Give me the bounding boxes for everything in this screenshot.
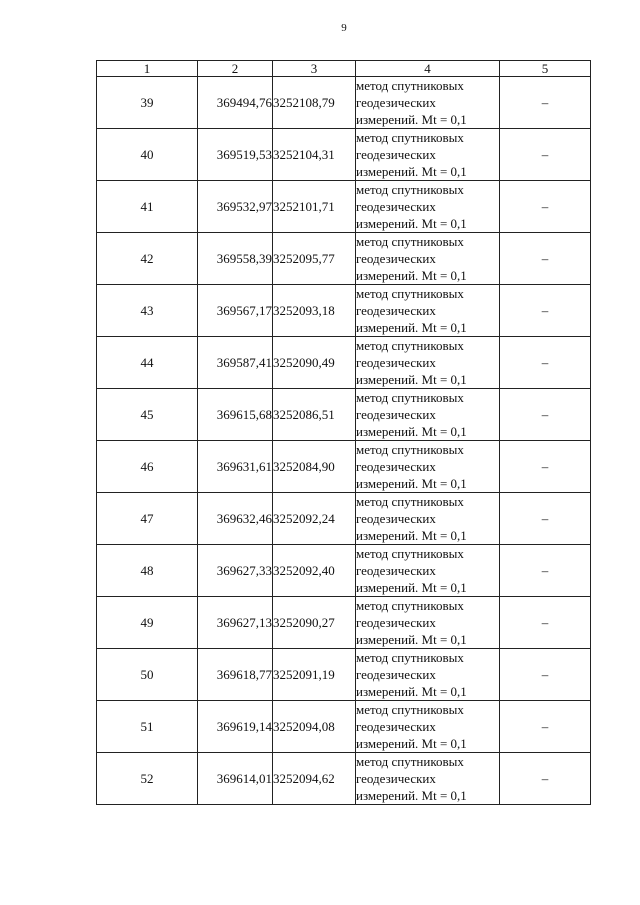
method-line: метод спутниковых (356, 650, 464, 665)
method-cell (356, 181, 500, 233)
y-coordinate-cell: 3252093,18 (273, 285, 356, 337)
method-line: геодезических (356, 563, 436, 578)
method-line: измерений. Mt = 0,1 (356, 372, 467, 387)
x-coordinate-cell: 369587,41 (198, 337, 273, 389)
table-row (97, 597, 591, 649)
x-coordinate-cell: 369494,76 (198, 77, 273, 129)
y-coordinate-cell: 3252094,62 (273, 753, 356, 805)
x-coordinate-cell: 369519,53 (198, 129, 273, 181)
point-number-cell: 40 (97, 129, 198, 181)
note-cell: – (500, 389, 591, 441)
method-line: геодезических (356, 407, 436, 422)
table-row (97, 129, 591, 181)
method-line: метод спутниковых (356, 234, 464, 249)
table-header (97, 61, 591, 77)
note-cell: – (500, 441, 591, 493)
point-number-cell: 39 (97, 77, 198, 129)
note-cell: – (500, 233, 591, 285)
note-cell: – (500, 493, 591, 545)
header-col-1: 1 (97, 61, 198, 77)
point-number-cell: 46 (97, 441, 198, 493)
point-number-cell: 42 (97, 233, 198, 285)
method-line: измерений. Mt = 0,1 (356, 112, 467, 127)
y-coordinate-cell: 3252090,49 (273, 337, 356, 389)
method-line: измерений. Mt = 0,1 (356, 164, 467, 179)
method-line: геодезических (356, 667, 436, 682)
table-row (97, 233, 591, 285)
note-cell: – (500, 649, 591, 701)
method-line: измерений. Mt = 0,1 (356, 216, 467, 231)
x-coordinate-cell: 369632,46 (198, 493, 273, 545)
method-cell (356, 545, 500, 597)
x-coordinate-cell: 369627,33 (198, 545, 273, 597)
method-line: измерений. Mt = 0,1 (356, 268, 467, 283)
note-cell: – (500, 545, 591, 597)
method-cell (356, 441, 500, 493)
method-line: измерений. Mt = 0,1 (356, 424, 467, 439)
method-line: измерений. Mt = 0,1 (356, 580, 467, 595)
x-coordinate-cell: 369631,61 (198, 441, 273, 493)
y-coordinate-cell: 3252090,27 (273, 597, 356, 649)
method-cell (356, 129, 500, 181)
x-coordinate-cell: 369627,13 (198, 597, 273, 649)
method-line: геодезических (356, 771, 436, 786)
method-line: измерений. Mt = 0,1 (356, 736, 467, 751)
method-line: геодезических (356, 95, 436, 110)
table-row (97, 649, 591, 701)
method-line: геодезических (356, 355, 436, 370)
table-row (97, 701, 591, 753)
table-row (97, 545, 591, 597)
x-coordinate-cell: 369532,97 (198, 181, 273, 233)
point-number-cell: 44 (97, 337, 198, 389)
note-cell: – (500, 597, 591, 649)
note-cell: – (500, 337, 591, 389)
method-line: геодезических (356, 615, 436, 630)
point-number-cell: 49 (97, 597, 198, 649)
x-coordinate-cell: 369619,14 (198, 701, 273, 753)
y-coordinate-cell: 3252094,08 (273, 701, 356, 753)
method-line: метод спутниковых (356, 390, 464, 405)
y-coordinate-cell: 3252091,19 (273, 649, 356, 701)
method-line: измерений. Mt = 0,1 (356, 320, 467, 335)
header-row (97, 61, 591, 77)
x-coordinate-cell: 369567,17 (198, 285, 273, 337)
table-body (97, 77, 591, 805)
method-line: измерений. Mt = 0,1 (356, 528, 467, 543)
x-coordinate-cell: 369614,01 (198, 753, 273, 805)
point-number-cell: 41 (97, 181, 198, 233)
point-number-cell: 45 (97, 389, 198, 441)
method-cell (356, 285, 500, 337)
method-line: измерений. Mt = 0,1 (356, 476, 467, 491)
method-cell (356, 389, 500, 441)
point-number-cell: 48 (97, 545, 198, 597)
header-col-4: 4 (356, 61, 500, 77)
method-cell (356, 337, 500, 389)
method-line: геодезических (356, 199, 436, 214)
header-col-2: 2 (198, 61, 273, 77)
note-cell: – (500, 701, 591, 753)
note-cell: – (500, 285, 591, 337)
method-cell (356, 77, 500, 129)
note-cell: – (500, 77, 591, 129)
method-line: геодезических (356, 511, 436, 526)
method-line: геодезических (356, 719, 436, 734)
point-number-cell: 52 (97, 753, 198, 805)
header-col-5: 5 (500, 61, 591, 77)
y-coordinate-cell: 3252092,24 (273, 493, 356, 545)
method-cell (356, 649, 500, 701)
method-line: метод спутниковых (356, 494, 464, 509)
table-row (97, 285, 591, 337)
method-line: измерений. Mt = 0,1 (356, 788, 467, 803)
method-cell (356, 233, 500, 285)
y-coordinate-cell: 3252108,79 (273, 77, 356, 129)
method-line: измерений. Mt = 0,1 (356, 684, 467, 699)
table-row (97, 181, 591, 233)
y-coordinate-cell: 3252092,40 (273, 545, 356, 597)
method-cell (356, 701, 500, 753)
point-number-cell: 47 (97, 493, 198, 545)
table-row (97, 493, 591, 545)
table-row (97, 753, 591, 805)
y-coordinate-cell: 3252101,71 (273, 181, 356, 233)
table-row (97, 441, 591, 493)
method-line: метод спутниковых (356, 598, 464, 613)
coordinates-table (96, 60, 591, 805)
point-number-cell: 51 (97, 701, 198, 753)
x-coordinate-cell: 369615,68 (198, 389, 273, 441)
table-row (97, 337, 591, 389)
method-line: геодезических (356, 303, 436, 318)
point-number-cell: 50 (97, 649, 198, 701)
method-cell (356, 493, 500, 545)
method-line: геодезических (356, 251, 436, 266)
method-line: геодезических (356, 147, 436, 162)
method-cell (356, 597, 500, 649)
note-cell: – (500, 181, 591, 233)
y-coordinate-cell: 3252095,77 (273, 233, 356, 285)
method-line: метод спутниковых (356, 546, 464, 561)
method-line: метод спутниковых (356, 78, 464, 93)
table-row (97, 389, 591, 441)
method-line: метод спутниковых (356, 754, 464, 769)
page-number: 9 (341, 22, 347, 34)
x-coordinate-cell: 369558,39 (198, 233, 273, 285)
method-line: метод спутниковых (356, 130, 464, 145)
method-cell (356, 753, 500, 805)
method-line: метод спутниковых (356, 442, 464, 457)
method-line: измерений. Mt = 0,1 (356, 632, 467, 647)
method-line: метод спутниковых (356, 286, 464, 301)
y-coordinate-cell: 3252084,90 (273, 441, 356, 493)
method-line: метод спутниковых (356, 338, 464, 353)
y-coordinate-cell: 3252086,51 (273, 389, 356, 441)
header-col-3: 3 (273, 61, 356, 77)
point-number-cell: 43 (97, 285, 198, 337)
method-line: геодезических (356, 459, 436, 474)
y-coordinate-cell: 3252104,31 (273, 129, 356, 181)
table-row (97, 77, 591, 129)
method-line: метод спутниковых (356, 702, 464, 717)
x-coordinate-cell: 369618,77 (198, 649, 273, 701)
note-cell: – (500, 753, 591, 805)
method-line: метод спутниковых (356, 182, 464, 197)
note-cell: – (500, 129, 591, 181)
